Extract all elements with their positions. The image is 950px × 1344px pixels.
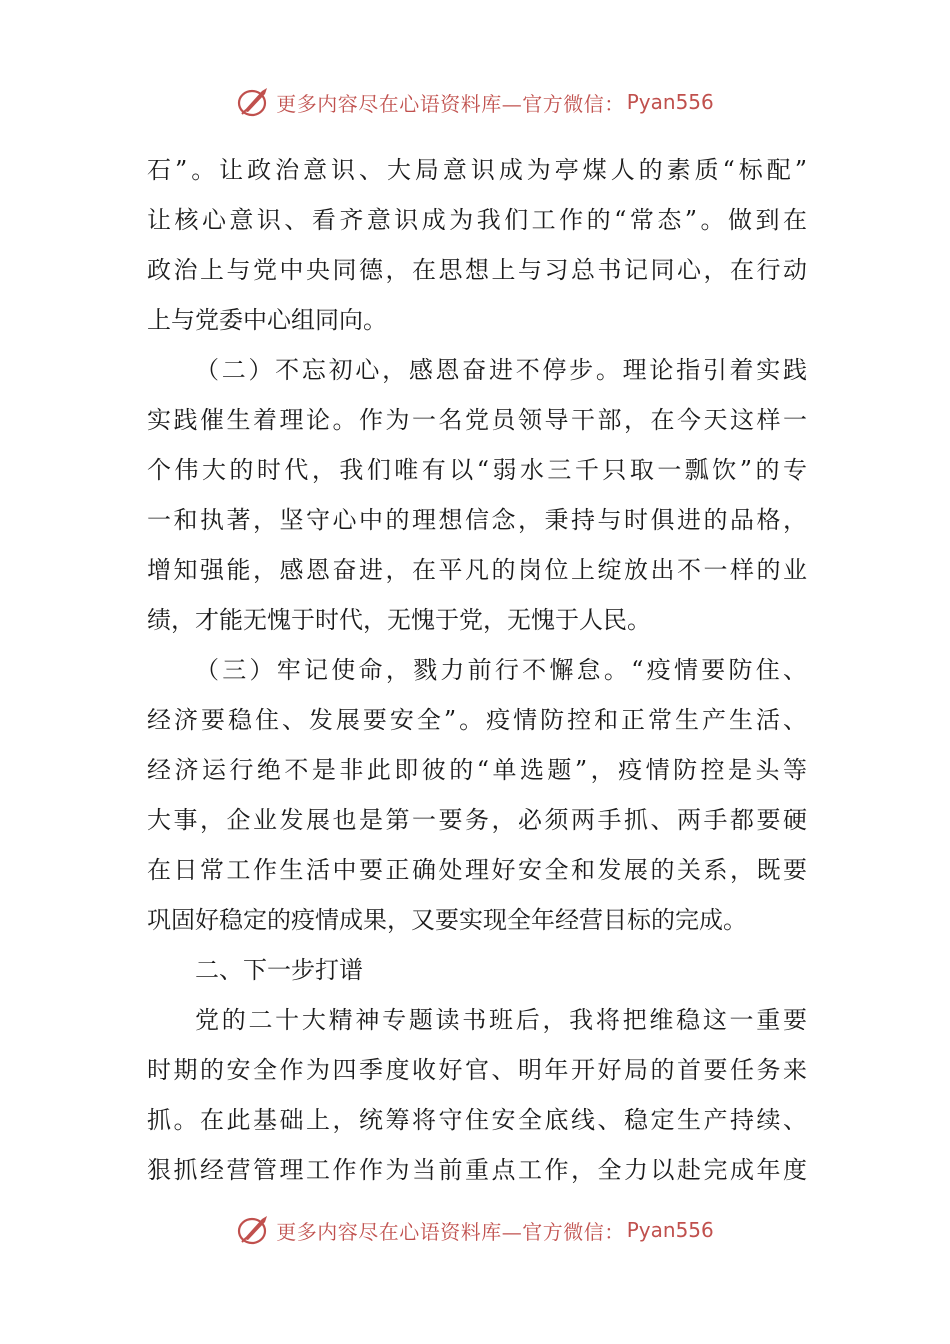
text-line: 在日常工作生活中要正确处理好安全和发展的关系，既要 — [147, 856, 807, 884]
text-line: 二、下一步打谱 — [195, 956, 363, 984]
pen-logo-icon — [236, 1213, 272, 1247]
footer-banner — [0, 1210, 950, 1250]
text-line: 党的二十大精神专题读书班后，我将把维稳这一重要 — [195, 1006, 807, 1034]
text-line: 经济要稳住、发展要安全”。疫情防控和正常生产生活、 — [147, 706, 807, 734]
text-line: 政治上与党中央同德，在思想上与习总书记同心，在行动 — [147, 256, 807, 284]
text-line: （三）牢记使命，戮力前行不懈怠。“疫情要防住、 — [195, 656, 807, 684]
text-line: （二）不忘初心，感恩奋进不停步。理论指引着实践 — [195, 356, 807, 384]
text-line: 一和执著，坚守心中的理想信念，秉持与时俱进的品格， — [147, 506, 807, 534]
text-line: 巩固好稳定的疫情成果，又要实现全年经营目标的完成。 — [147, 906, 747, 934]
text-line: 石”。让政治意识、大局意识成为亭煤人的素质“标配” — [147, 156, 807, 184]
text-line: 增知强能，感恩奋进，在平凡的岗位上绽放出不一样的业 — [147, 556, 807, 584]
banner-text: 更多内容尽在心语资料库—官方微信： — [276, 91, 625, 116]
pen-logo-icon — [236, 85, 272, 119]
text-line: 经济运行绝不是非此即彼的“单选题”，疫情防控是头等 — [147, 756, 807, 784]
text-line: 抓。在此基础上，统筹将守住安全底线、稳定生产持续、 — [147, 1106, 807, 1134]
header-banner — [0, 82, 950, 122]
text-line: 实践催生着理论。作为一名党员领导干部，在今天这样一 — [147, 406, 807, 434]
text-line: 时期的安全作为四季度收好官、明年开好局的首要任务来 — [147, 1056, 807, 1084]
text-line: 大事，企业发展也是第一要务，必须两手抓、两手都要硬 — [147, 806, 807, 834]
text-line: 狠抓经营管理工作作为当前重点工作，全力以赴完成年度 — [147, 1156, 807, 1184]
banner-wechat-id: Pyan556 — [626, 1218, 714, 1242]
text-line: 上与党委中心组同向。 — [147, 306, 387, 334]
text-line: 个伟大的时代，我们唯有以“弱水三千只取一瓢饮”的专 — [147, 456, 807, 484]
document-body — [147, 145, 807, 1195]
text-line: 绩，才能无愧于时代，无愧于党，无愧于人民。 — [147, 606, 651, 634]
banner-text: 更多内容尽在心语资料库—官方微信： — [276, 1219, 625, 1244]
text-line: 让核心意识、看齐意识成为我们工作的“常态”。做到在 — [147, 206, 807, 234]
banner-wechat-id: Pyan556 — [626, 90, 714, 114]
